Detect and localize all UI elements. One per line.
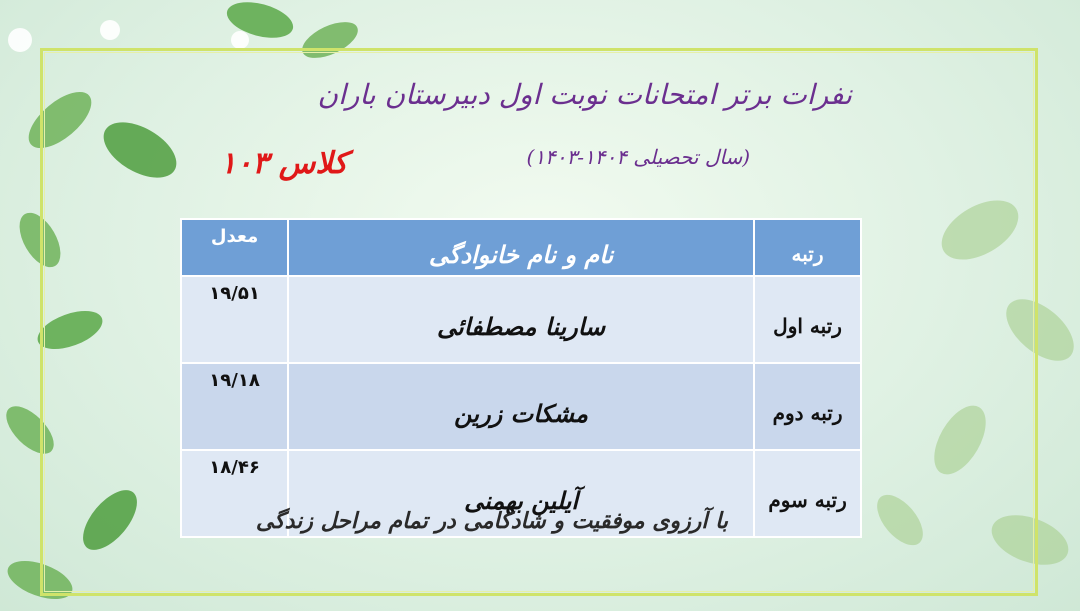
average-cell: ۱۹/۱۸: [181, 363, 288, 450]
rank-cell: رتبه اول: [754, 276, 861, 363]
average-cell: ۱۸/۴۶: [181, 450, 288, 537]
page-title: نفرات برتر امتحانات نوبت اول دبیرستان باران: [317, 78, 852, 111]
column-header-rank: رتبه: [754, 219, 861, 276]
name-cell: آیلین بهمنی: [288, 450, 754, 537]
academic-year: (سال تحصیلی ۱۴۰۴-۱۴۰۳): [526, 145, 750, 169]
table-header-row: [181, 219, 861, 276]
rank-cell: رتبه سوم: [754, 450, 861, 537]
average-cell: ۱۹/۵۱: [181, 276, 288, 363]
top-students-table: [180, 218, 862, 538]
class-label: کلاس ۱۰۳: [220, 146, 348, 181]
rank-cell: رتبه دوم: [754, 363, 861, 450]
column-header-name: نام و نام خانوادگی: [288, 219, 754, 276]
name-cell: سارینا مصطفائی: [288, 276, 754, 363]
table-row: [181, 276, 861, 363]
table-row: [181, 363, 861, 450]
name-cell: مشکات زرین: [288, 363, 754, 450]
closing-message: با آرزوی موفقیت و شادکامی در تمام مراحل زندگی: [255, 508, 728, 534]
column-header-average: معدل: [181, 219, 288, 276]
